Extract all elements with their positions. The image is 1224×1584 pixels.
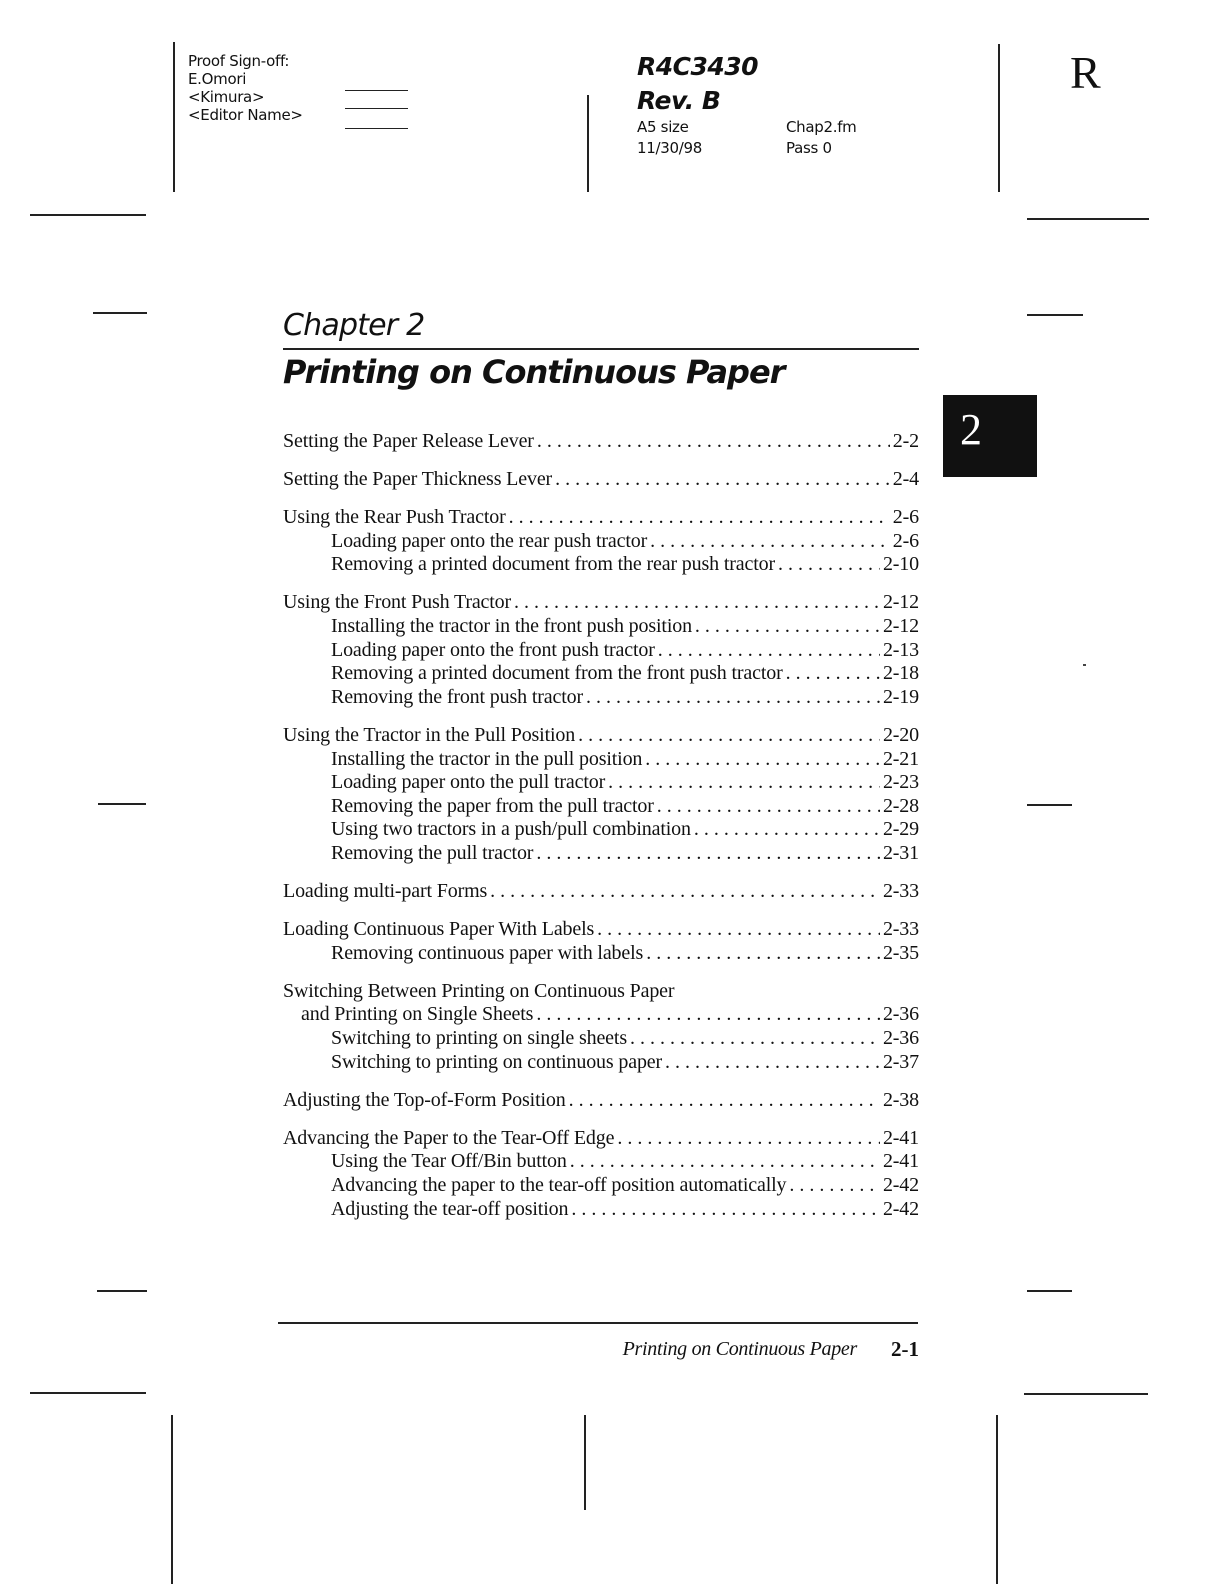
toc-group [283,468,919,492]
toc-page-number: 2-4 [892,468,919,491]
dot-leader [658,639,880,663]
crop-mark [996,1415,998,1584]
toc-entry-title: Loading multi-part Forms [283,880,488,902]
toc-entry[interactable] [283,918,919,942]
toc-group [283,430,919,454]
dot-leader [569,1089,880,1113]
crop-mark [93,312,147,314]
print-date: 11/30/98 [637,139,702,157]
crop-mark [998,44,1000,192]
page-number: 2-1 [891,1337,919,1361]
chapter-label: Chapter 2 [283,308,425,343]
toc-entry-title: Removing continuous paper with labels [331,941,644,964]
toc-entry-title: Setting the Paper Release Lever [283,430,534,452]
toc-page-number: 2-42 [882,1197,919,1220]
toc-subentry[interactable] [283,662,919,686]
page-footer [283,1332,919,1362]
toc-page-number: 2-18 [882,662,919,685]
toc-entry-title: Loading paper onto the front push tractor [331,638,655,661]
dot-leader [536,1003,880,1027]
chapter-title: Printing on Continuous Paper [283,353,785,391]
toc-page-number: 2-19 [882,685,919,708]
toc-entry-title: Switching to printing on continuous paper [331,1050,663,1073]
crop-mark [587,95,589,192]
crop-mark [1027,804,1072,806]
toc-page-number: 2-12 [882,591,919,614]
signer-name: <Kimura> [188,88,265,106]
toc-entry-title: Using the Front Push Tractor [283,591,512,614]
revision-code: Rev. B [637,86,721,115]
toc-page-number: 2-2 [892,430,919,452]
toc-page-number: 2-36 [882,1003,919,1026]
toc-entry[interactable] [283,980,919,1004]
toc-page-number: 2-29 [882,818,919,841]
toc-page-number: 2-21 [882,747,919,770]
toc-entry-title: Using two tractors in a push/pull combination [331,818,691,841]
model-code: R4C3430 [637,52,759,81]
dot-leader [789,1174,880,1198]
toc-subentry[interactable] [283,748,919,772]
model-code-block [637,50,758,118]
dot-leader [645,748,880,772]
dot-leader [536,842,880,866]
toc-entry[interactable] [283,506,919,530]
toc-page-number: 2-35 [882,941,919,964]
crop-mark [30,214,146,216]
toc-entry-title: Using the Tear Off/Bin button [331,1150,567,1173]
toc-entry-title: Removing the pull tractor [331,841,534,864]
toc-entry[interactable] [283,1089,919,1113]
toc-page-number: 2-33 [882,880,919,902]
crop-mark [171,1415,173,1584]
footer-rule [278,1322,918,1324]
speck [1083,664,1086,666]
dot-leader [646,942,880,966]
dot-leader [695,615,880,639]
crop-mark [97,1290,147,1292]
crop-mark [98,803,146,805]
toc-page-number: 2-10 [882,553,919,576]
dot-leader [657,795,880,819]
crop-mark [1024,1393,1148,1395]
dot-leader [665,1051,880,1075]
toc-entry[interactable] [283,1127,919,1151]
toc-page-number: 2-37 [882,1050,919,1073]
toc-entry-title: Advancing the Paper to the Tear-Off Edge [283,1126,615,1149]
toc-subentry[interactable] [283,942,919,966]
toc-subentry[interactable] [283,686,919,710]
toc-page-number: 2-42 [882,1173,919,1196]
toc-entry[interactable] [283,880,919,904]
toc-entry-title: Setting the Paper Thickness Lever [283,468,553,491]
toc-entry-title: Removing a printed document from the front push tractor [331,662,783,685]
crop-mark [1027,218,1149,220]
toc-subentry[interactable] [283,1198,919,1222]
dot-leader [778,553,880,577]
footer-title: Printing on Continuous Paper [622,1338,857,1360]
signature-line [345,128,408,129]
toc-page-number: 2-33 [882,918,919,941]
toc-subentry[interactable] [283,771,919,795]
dot-leader [571,1198,880,1222]
chapter-tab [943,395,1037,477]
toc-subentry[interactable] [283,795,919,819]
toc-page-number: 2-6 [892,529,919,552]
toc-entry-title: Removing a printed document from the rear push tractor [331,553,775,576]
crop-mark [1027,314,1083,316]
signature-line [345,108,408,109]
signature-line [345,90,408,91]
toc-entry-title: Using the Rear Push Tractor [283,506,506,529]
dot-leader [608,771,880,795]
toc-subentry[interactable] [283,1027,919,1051]
signer-name: <Editor Name> [188,106,303,124]
toc-subentry[interactable] [283,553,919,577]
side-mark: R [1070,47,1101,98]
toc-page-number: 2-20 [882,723,919,746]
dot-leader [597,918,880,942]
dot-leader [630,1027,880,1051]
toc-group [283,980,919,1074]
table-of-contents [283,430,919,1236]
toc-entry[interactable] [283,468,919,492]
toc-entry-title: Advancing the paper to the tear-off position automatically [331,1173,787,1196]
toc-page-number: 2-23 [882,771,919,794]
toc-entry-title: Installing the tractor in the pull position [331,747,643,770]
proof-signoff-block [188,52,303,124]
toc-subentry[interactable] [283,639,919,663]
toc-group [283,1127,919,1221]
file-name: Chap2.fm [786,118,857,136]
toc-entry[interactable] [283,591,919,615]
toc-page-number: 2-12 [882,615,919,638]
toc-entry-title: and Printing on Single Sheets [301,1003,534,1026]
crop-mark [173,42,175,192]
dot-leader [578,724,880,748]
toc-group [283,506,919,577]
toc-page-number: 2-13 [882,638,919,661]
toc-page-number: 2-36 [882,1026,919,1049]
toc-entry-title: Adjusting the tear-off position [331,1197,569,1220]
toc-subentry[interactable] [283,818,919,842]
toc-entry-title: Adjusting the Top-of-Form Position [283,1088,566,1111]
proof-signoff-label: Proof Sign-off: [188,52,290,70]
toc-entry-title: Installing the tractor in the front push position [331,615,692,638]
toc-subentry[interactable] [283,1174,919,1198]
toc-entry-title: Switching Between Printing on Continuous Paper [283,979,675,1002]
dot-leader [514,591,880,615]
chapter-tab-number: 2 [960,405,982,454]
dot-leader [617,1127,880,1151]
dot-leader [570,1150,880,1174]
toc-entry-title: Loading paper onto the rear push tractor [331,529,648,552]
dot-leader [586,686,880,710]
crop-mark [1027,1290,1072,1292]
paper-size: A5 size [637,118,689,136]
toc-page-number: 2-41 [882,1126,919,1149]
toc-group [283,880,919,904]
toc-entry[interactable] [283,1003,919,1027]
dot-leader [537,430,890,454]
chapter-rule [283,348,919,350]
toc-entry-title: Loading paper onto the pull tractor [331,771,606,794]
toc-subentry[interactable] [283,842,919,866]
toc-page-number: 2-28 [882,794,919,817]
dot-leader [694,818,880,842]
toc-subentry[interactable] [283,1150,919,1174]
toc-entry[interactable] [283,430,919,454]
toc-entry[interactable] [283,724,919,748]
toc-group [283,918,919,965]
toc-page-number: 2-38 [882,1088,919,1111]
signer-name: E.Omori [188,70,247,88]
crop-mark [30,1392,146,1394]
toc-subentry[interactable] [283,530,919,554]
toc-entry-title: Removing the front push tractor [331,685,583,708]
pass-number: Pass 0 [786,139,832,157]
toc-entry-title: Switching to printing on single sheets [331,1026,627,1049]
toc-page-number: 2-6 [892,506,919,529]
toc-entry-title: Loading Continuous Paper With Labels [283,918,595,941]
toc-subentry[interactable] [283,615,919,639]
toc-group [283,1089,919,1113]
dot-leader [555,468,890,492]
dot-leader [650,530,890,554]
dot-leader [490,880,880,904]
toc-group [283,591,919,709]
toc-page-number: 2-31 [882,841,919,864]
toc-page-number: 2-41 [882,1150,919,1173]
crop-mark [584,1415,586,1510]
dot-leader [509,506,890,530]
toc-subentry[interactable] [283,1051,919,1075]
toc-group [283,724,919,866]
toc-entry-title: Using the Tractor in the Pull Position [283,723,576,746]
toc-entry-title: Removing the paper from the pull tractor [331,794,654,817]
dot-leader [786,662,880,686]
